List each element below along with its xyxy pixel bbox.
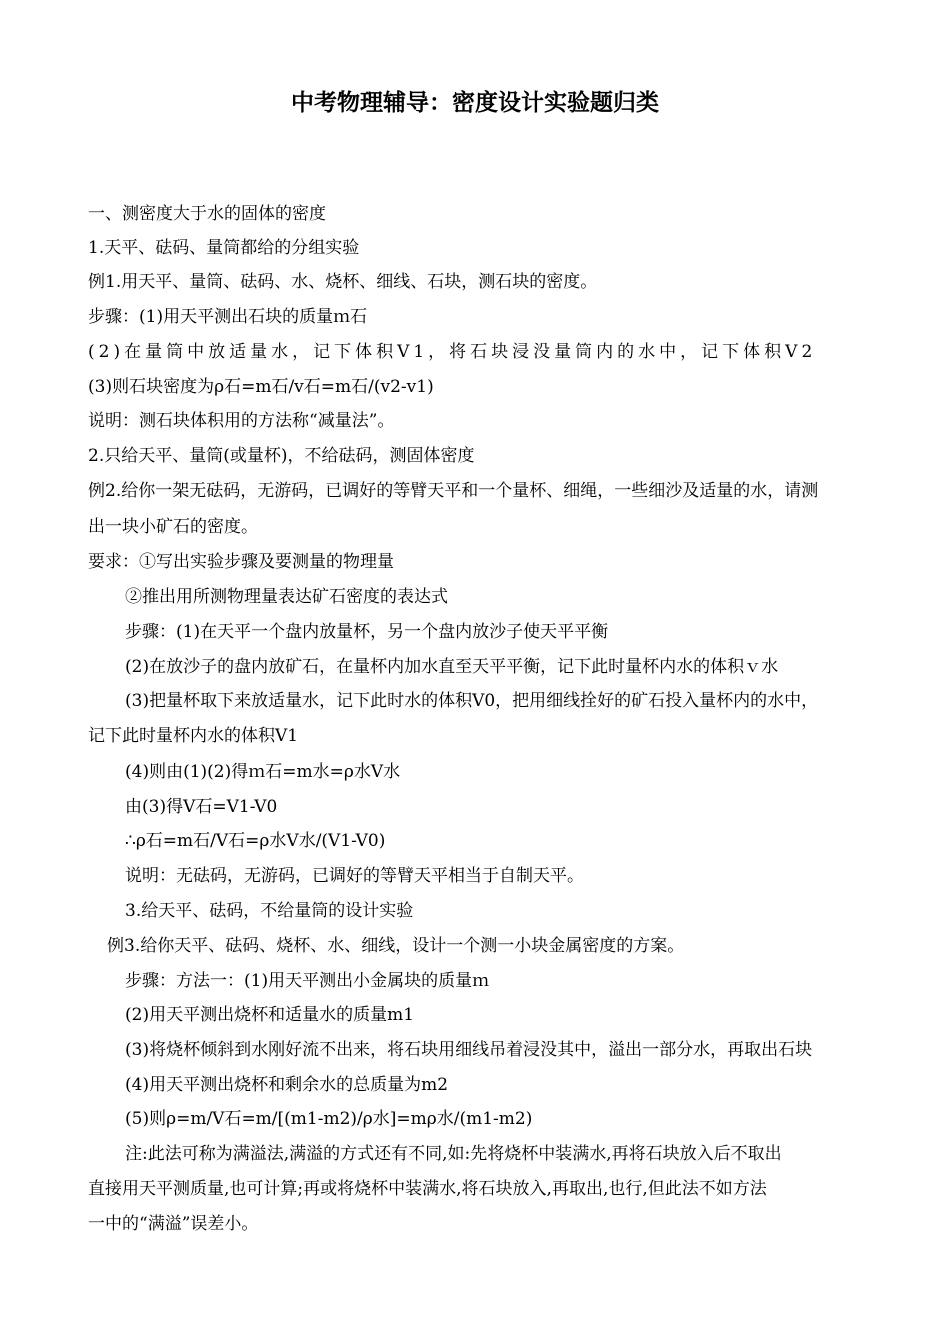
step-text: 步骤：(1)在天平一个盘内放量杯，另一个盘内放沙子使天平平衡 xyxy=(125,622,609,642)
note-text: 注:此法可称为满溢法,满溢的方式还有不同,如:先将烧杯中装满水,再将石块放入后不取出 xyxy=(125,1144,782,1164)
example-text: 例1.用天平、量筒、砝码、水、烧杯、细线、石块，测石块的密度。 xyxy=(88,272,598,292)
step-text: (2)在放沙子的盘内放矿石，在量杯内加水直至天平平衡，记下此时量杯内水的体积ｖ水 xyxy=(125,657,779,677)
note-text: 说明：无砝码，无游码，已调好的等臂天平相当于自制天平。 xyxy=(125,866,584,886)
requirement-text: 要求：①写出实验步骤及要测量的物理量 xyxy=(88,552,394,572)
note-text: 直接用天平测质量,也可计算;再或将烧杯中装满水,将石块放入,再取出,也行,但此法不如方法 xyxy=(88,1179,767,1199)
formula-text: ∴ρ石=m石/V石=ρ水V水/(V1-V0) xyxy=(125,831,386,851)
step-text: (3)把量杯取下来放适量水，记下此时水的体积V0，把用细线拴好的矿石投入量杯内的水中， xyxy=(125,691,819,711)
example-text: 例2.给你一架无砝码，无游码，已调好的等臂天平和一个量杯、细绳，一些细沙及适量的水，请测 xyxy=(88,481,819,501)
subsection-heading: 1.天平、砝码、量筒都给的分组实验 xyxy=(88,238,360,258)
step-text: (3)则石块密度为ρ石=m石/v石=m石/(v2-v1) xyxy=(88,377,434,397)
subsection-heading: 2.只给天平、量筒(或量杯)，不给砝码，测固体密度 xyxy=(88,446,475,466)
section-heading: 一、测密度大于水的固体的密度 xyxy=(88,204,326,224)
note-text: 一中的“满溢”误差小。 xyxy=(88,1214,259,1234)
step-text: (2)用天平测出烧杯和适量水的质量m1 xyxy=(125,1005,415,1025)
note-text: 说明：测石块体积用的方法称“减量法”。 xyxy=(88,411,395,431)
subsection-heading: 3.给天平、砝码，不给量筒的设计实验 xyxy=(125,901,414,921)
step-text: 步骤：方法一：(1)用天平测出小金属块的质量ｍ xyxy=(125,971,490,991)
step-text: 步骤：(1)用天平测出石块的质量ｍ石 xyxy=(88,307,368,327)
step-text: (4)用天平测出烧杯和剩余水的总质量为m2 xyxy=(125,1075,449,1095)
example-text: 出一块小矿石的密度。 xyxy=(88,517,258,537)
example-text: 例3.给你天平、砝码、烧杯、水、细线，设计一个测一小块金属密度的方案。 xyxy=(107,936,685,956)
formula-text: (5)则ρ=m/V石=m/[(m1-m2)/ρ水]=mρ水/(m1-m2) xyxy=(125,1109,533,1129)
requirement-text: ②推出用所测物理量表达矿石密度的表达式 xyxy=(125,587,448,607)
formula-text: (4)则由(1)(2)得ｍ石=m水=ρ水V水 xyxy=(125,762,401,782)
step-text: (3)将烧杯倾斜到水刚好流不出来，将石块用细线吊着浸没其中，溢出一部分水，再取出石块 xyxy=(125,1040,813,1060)
page-title: 中考物理辅导：密度设计实验题归类 xyxy=(291,89,659,116)
step-text: (2)在量筒中放适量水，记下体积V1，将石块浸没量筒内的水中，记下体积V2 xyxy=(88,342,817,362)
step-text: 记下此时量杯内水的体积V1 xyxy=(88,726,299,746)
formula-text: 由(3)得V石=V1-V0 xyxy=(125,797,278,817)
